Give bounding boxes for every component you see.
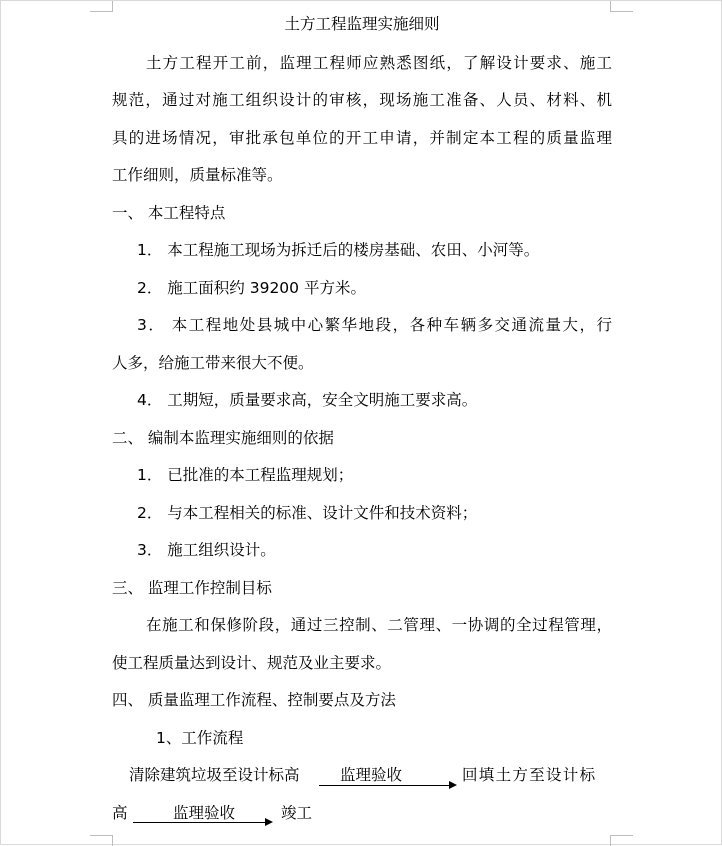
section-2-item-2: 2． 与本工程相关的标准、设计文件和技术资料；: [137, 504, 478, 522]
section-3-body-1: 在施工和保修阶段，通过三控制、二管理、一协调的全过程管理，: [146, 616, 612, 634]
section-2-item-3: 3． 施工组织设计。: [137, 541, 276, 559]
section-1-heading: 一、 本工程特点: [112, 204, 226, 222]
section-2-heading: 二、 编制本监理实施细则的依据: [112, 429, 334, 447]
intro-line-3: 具的进场情况，审批承包单位的开工申请，并制定本工程的质量监理: [112, 129, 612, 147]
document-title: 土方工程监理实施细则: [284, 15, 440, 33]
section-1-item-1: 1． 本工程施工现场为拆迁后的楼房基础、农田、小河等。: [137, 241, 540, 259]
margin-mark-top-right: [610, 1, 633, 12]
flow-step-2-cont: 高: [112, 804, 128, 822]
flow-step-1: 清除建筑垃圾至设计标高: [129, 766, 300, 784]
flow-arrow-1-label: 监理验收: [339, 766, 402, 784]
margin-mark-bottom-right: [610, 835, 633, 846]
flow-arrow-1-head-icon: [449, 781, 457, 789]
section-4-heading: 四、 质量监理工作流程、控制要点及方法: [112, 691, 396, 709]
section-3-heading: 三、 监理工作控制目标: [112, 579, 272, 597]
section-4-subheading: 1、工作流程: [156, 729, 244, 747]
section-3-body-2: 使工程质量达到设计、规范及业主要求。: [112, 654, 392, 672]
section-1-item-3-cont: 人多，给施工带来很大不便。: [112, 354, 314, 372]
flow-arrow-2-line: [133, 822, 266, 823]
section-1-item-4: 4． 工期短，质量要求高，安全文明施工要求高。: [137, 391, 478, 409]
intro-line-1: 土方工程开工前，监理工程师应熟悉图纸，了解设计要求、施工: [146, 54, 612, 72]
intro-line-2: 规范，通过对施工组织设计的审核，现场施工准备、人员、材料、机: [112, 91, 612, 109]
flow-arrow-2-label: 监理验收: [172, 804, 235, 822]
section-1-item-3: 3． 本工程地处县城中心繁华地段，各种车辆多交通流量大，行: [137, 316, 612, 334]
section-1-item-2: 2． 施工面积约 39200 平方米。: [137, 279, 366, 297]
margin-mark-top-left: [90, 1, 113, 12]
intro-line-4: 工作细则，质量标准等。: [112, 166, 283, 184]
flow-step-2: 回填土方至设计标: [462, 766, 597, 784]
flow-arrow-2-head-icon: [265, 818, 273, 826]
section-2-item-1: 1． 已批准的本工程监理规划；: [137, 466, 354, 484]
flow-arrow-1-line: [319, 785, 450, 786]
margin-mark-bottom-left: [90, 835, 113, 846]
flow-step-3: 竣工: [281, 804, 313, 822]
